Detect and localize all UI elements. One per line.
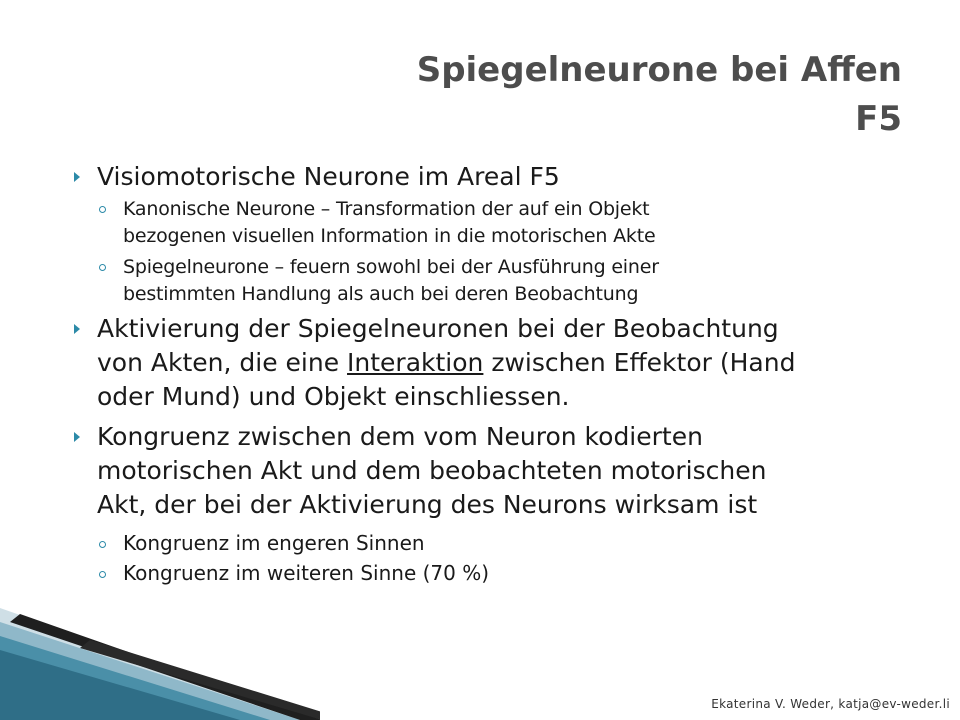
interaktion-underlined-text: Interaktion: [347, 348, 484, 377]
sub-bullet-3-1: [72, 528, 902, 558]
bullet-3-line-2: motorischen Akt und dem beobachteten motorischen: [97, 456, 767, 485]
circle-bullet-icon: [99, 264, 106, 271]
bullet-1-text: Visiomotorische Neurone im Areal F5: [97, 162, 560, 191]
circle-bullet-icon: [99, 571, 106, 578]
bullet-2-line-3: oder Mund) und Objekt einschliessen.: [97, 382, 570, 411]
circle-bullet-icon: [99, 206, 106, 213]
arrow-bullet-icon: [74, 324, 80, 334]
bullet-2-line-2-post: zwischen Effektor (Hand: [483, 348, 796, 377]
bullet-2: [72, 312, 902, 414]
sub-bullet-1-2-line-1: Spiegelneurone – feuern sowohl bei der Ausführung einer: [123, 256, 659, 278]
sub-bullet-3-1-text: Kongruenz im engeren Sinnen: [123, 531, 425, 555]
sub-bullet-3-2: [72, 558, 902, 588]
circle-bullet-icon: [99, 541, 106, 548]
sub-bullet-1-1-line-1: Kanonische Neurone – Transformation der auf ein Objekt: [123, 198, 650, 220]
footer-credit: Ekaterina V. Weder, katja@ev-weder.li: [711, 697, 950, 711]
bullet-1: [72, 160, 902, 194]
slide-body: [72, 160, 902, 588]
slide-title: [202, 46, 902, 144]
slide-title-line-1: Spiegelneurone bei Affen: [416, 50, 902, 90]
sub-bullet-1-1: [72, 196, 902, 250]
arrow-bullet-icon: [74, 432, 80, 442]
bullet-2-line-2-pre: von Akten, die eine: [97, 348, 348, 377]
bullet-2-line-2: [97, 346, 902, 380]
sub-bullet-1-1-line-2: bezogenen visuellen Information in die motorischen Akte: [123, 225, 656, 247]
sub-bullet-1-2: [72, 254, 902, 308]
bullet-3-line-3: Akt, der bei der Aktivierung des Neurons wirksam ist: [97, 490, 758, 519]
bullet-2-line-1: Aktivierung der Spiegelneuronen bei der Beobachtung: [97, 314, 779, 343]
arrow-bullet-icon: [74, 172, 80, 182]
decorative-swoosh-graphic: [0, 600, 320, 720]
sub-bullet-1-2-line-2: bestimmten Handlung als auch bei deren Beobachtung: [123, 283, 639, 305]
sub-bullet-3-2-text: Kongruenz im weiteren Sinne (70 %): [123, 561, 490, 585]
bullet-3-line-1: Kongruenz zwischen dem vom Neuron kodierten: [97, 422, 703, 451]
bullet-3: [72, 420, 902, 522]
slide-title-line-2: F5: [855, 99, 902, 139]
